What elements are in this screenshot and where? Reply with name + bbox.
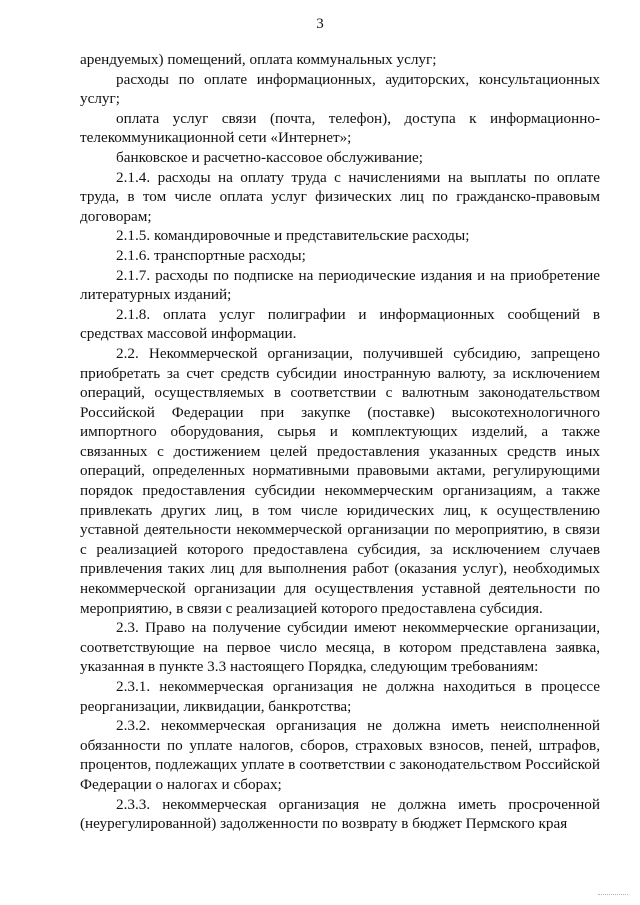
page-number: 3	[316, 16, 324, 32]
paragraph-2-1-6: 2.1.6. транспортные расходы;	[116, 246, 306, 264]
paragraph-communication: оплата услуг связи (почта, телефон), доступа к информационно-телекоммуникационной сети «Интернет»;	[80, 109, 600, 147]
paragraph-2-1-5: 2.1.5. командировочные и представительские расходы;	[116, 227, 470, 245]
paragraph-2-3-1: 2.3.1. некоммерческая организация не должна находиться в процессе реорганизации, ликвидации, банкротства;	[80, 678, 600, 715]
paragraph-2-2: 2.2. Некоммерческой организации, получившей субсидию, запрещено приобретать за счет средств субсидии иностранную валюту, за исключением операций, осуществляемых в соответствии с валютным законодательством Российской Федерации при закупке (поставке) высокотехнологичного импортного оборудования, сырья и комплектующих изделий, а также связанных с достижением целей предоставления указанных средств иных операций, определенных нормативными правовыми актами, регулирующими порядок предоставления субсидии некоммерческим организациям, а также привлекать других лиц, в том числе юридических лиц, к осуществлению уставной деятельности некоммерческой организации по мероприятию, в связи с реализацией которого предоставлена субсидия, за исключением случаев привлечения таких лиц для выполнения работ (оказания услуг), необходимых некоммерческой организации для осуществления уставной деятельности по мероприятию, в связи с реализацией которого предоставлена субсидия.	[80, 344, 600, 617]
paragraph-banking: банковское и расчетно-кассовое обслуживание;	[116, 148, 423, 166]
document-body	[80, 50, 600, 834]
paragraph-info-services: расходы по оплате информационных, аудиторских, консультационных услуг;	[80, 70, 600, 108]
paragraph-continuation: арендуемых) помещений, оплата коммунальных услуг;	[80, 51, 437, 68]
scan-edge-mark	[598, 894, 628, 898]
paragraph-2-1-4: 2.1.4. расходы на оплату труда с начислениями на выплаты по оплате труда, в том числе оплата услуг физических лиц по гражданско-правовым договорам;	[80, 168, 600, 225]
paragraph-2-3: 2.3. Право на получение субсидии имеют некоммерческие организации, соответствующие на первое число месяца, в котором представлена заявка, указанная в пункте 3.3 настоящего Порядка, следующим требованиям:	[80, 619, 600, 676]
paragraph-2-1-8: 2.1.8. оплата услуг полиграфии и информационных сообщений в средствах массовой информации.	[80, 305, 600, 343]
paragraph-2-3-2: 2.3.2. некоммерческая организация не должна иметь неисполненной обязанности по уплате налогов, сборов, страховых взносов, пеней, штрафов, процентов, подлежащих уплате в соответствии с законодательством Российской Федерации о налогах и сборах;	[80, 717, 600, 793]
paragraph-2-1-7: 2.1.7. расходы по подписке на периодические издания и на приобретение литературных изданий;	[80, 266, 600, 304]
paragraph-2-3-3: 2.3.3. некоммерческая организация не должна иметь просроченной (неурегулированной) задолженности по возврату в бюджет Пермского края	[80, 795, 600, 833]
